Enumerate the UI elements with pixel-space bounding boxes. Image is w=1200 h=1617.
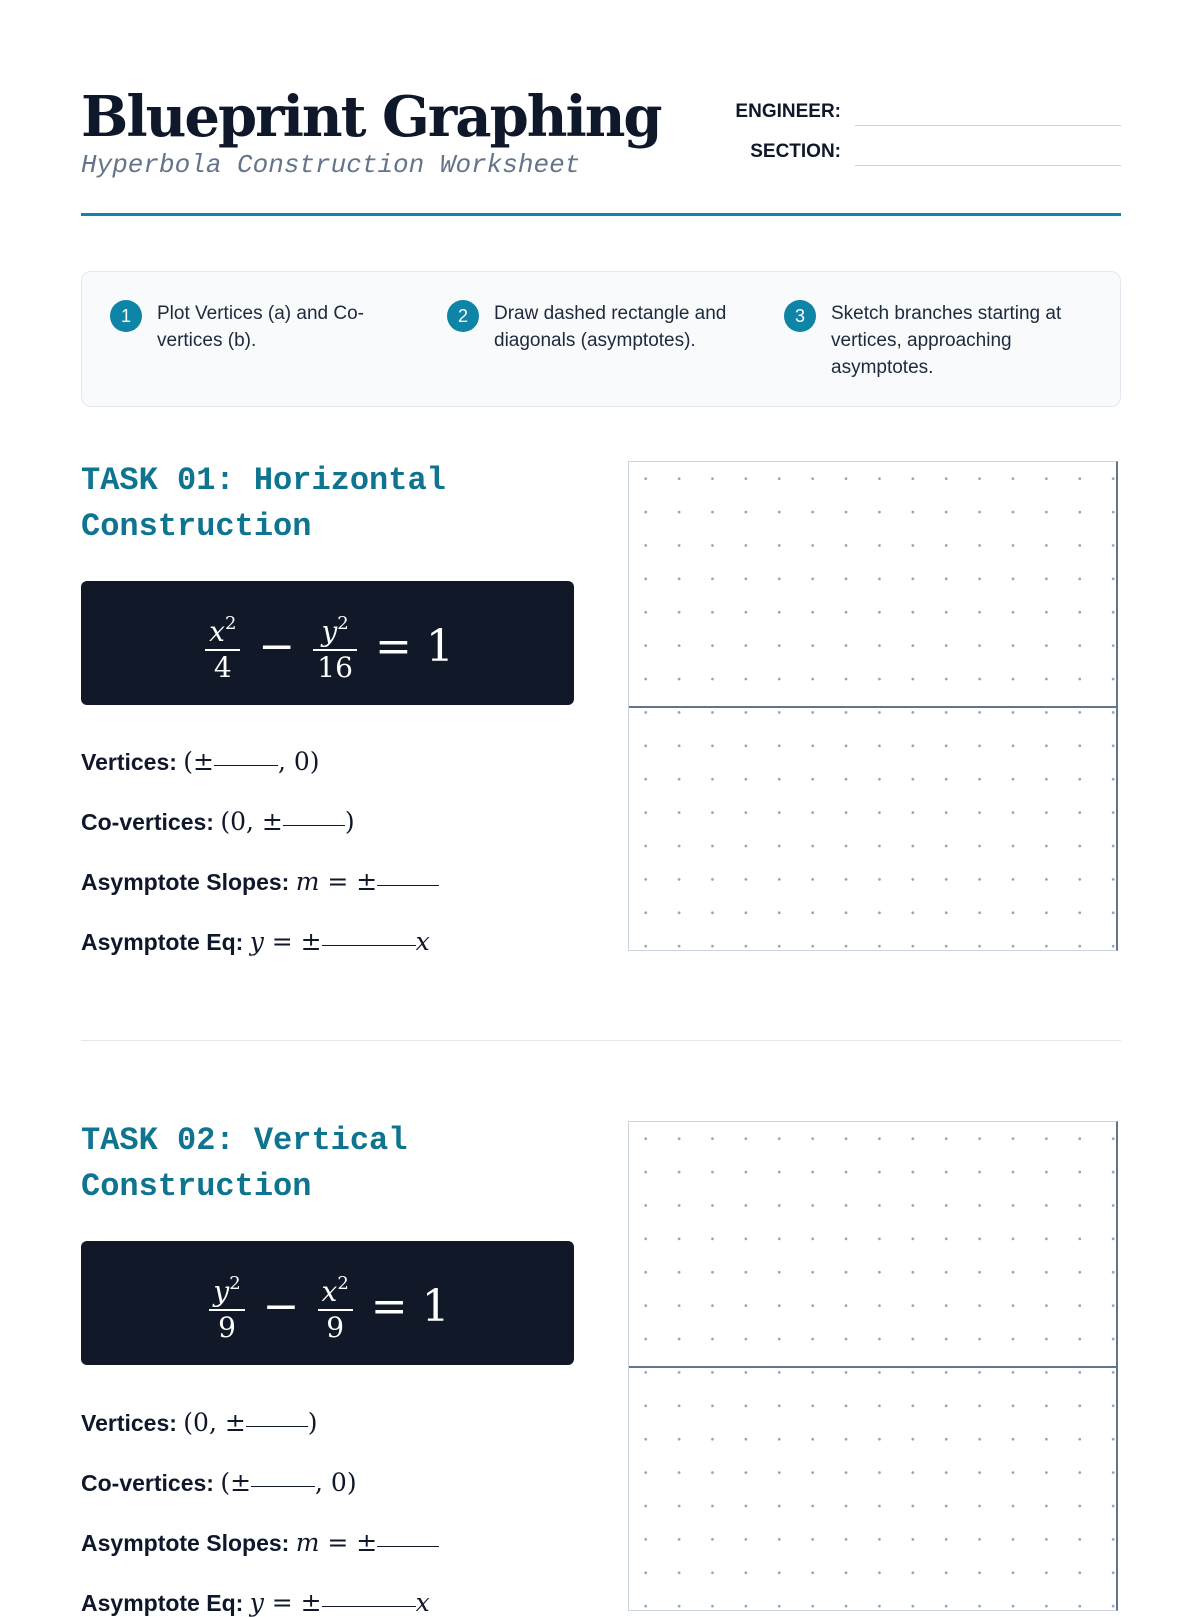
task-2-equation: $\frac{y^2}{9}$ − $\frac{x^2}{9}$ = 1 (81, 1241, 574, 1365)
step-text: Sketch branches starting at vertices, approaching asymptotes. (831, 303, 1062, 378)
asymptote-eq-blank[interactable] (322, 944, 416, 946)
section-row (721, 139, 1121, 169)
task-1-equation: $\frac{x^2}{4}$ − $\frac{y^2}{16}$ = 1 (81, 581, 574, 705)
slopes-blank[interactable] (377, 1545, 439, 1547)
section-divider (81, 1040, 1121, 1041)
step-text: Plot Vertices (a) and Co-vertices (b). (157, 303, 364, 351)
step-number-badge: 1 (110, 300, 142, 332)
task-2-asymptote-eq: Asymptote Eq: y = ± x (81, 1588, 430, 1617)
worksheet-page (81, 0, 1121, 1617)
task-1-graph-grid[interactable] (628, 461, 1118, 951)
task-2-covertices: Co-vertices: (± , 0) (81, 1468, 357, 1497)
slopes-blank[interactable] (377, 884, 439, 886)
page-subtitle: Hyperbola Construction Worksheet (81, 150, 581, 180)
covertices-blank[interactable] (251, 1485, 315, 1487)
task-1-slopes: Asymptote Slopes: m = ± (81, 867, 439, 896)
task-1-covertices: Co-vertices: (0, ± ) (81, 807, 355, 836)
fraction-x: $\frac{x^2}{4}$ (205, 607, 240, 685)
task-1-title: TASK 01: Horizontal Construction (81, 462, 446, 545)
covertices-blank[interactable] (283, 824, 345, 826)
x-axis-line (629, 706, 1116, 708)
section-label: SECTION: (750, 141, 841, 162)
instructions-box (81, 271, 1121, 407)
step-number-badge: 2 (447, 300, 479, 332)
fraction-y: $\frac{y^2}{9}$ (209, 1267, 244, 1345)
header-divider (81, 213, 1121, 216)
vertices-blank[interactable] (246, 1425, 308, 1427)
engineer-label: ENGINEER: (735, 101, 841, 122)
task-1-asymptote-eq: Asymptote Eq: y = ± x (81, 927, 430, 956)
section-field[interactable] (855, 165, 1121, 166)
fraction-x: $\frac{x^2}{9}$ (318, 1267, 353, 1345)
x-axis-line (629, 1366, 1116, 1368)
task-2-slopes: Asymptote Slopes: m = ± (81, 1528, 439, 1557)
task-2-graph-grid[interactable] (628, 1121, 1118, 1611)
page-title: Blueprint Graphing (81, 84, 661, 150)
engineer-field[interactable] (855, 125, 1121, 126)
step-number-badge: 3 (784, 300, 816, 332)
task-2-vertices: Vertices: (0, ± ) (81, 1408, 318, 1437)
task-1-vertices: Vertices: (± , 0) (81, 747, 320, 776)
asymptote-eq-blank[interactable] (322, 1605, 416, 1607)
engineer-row (721, 99, 1121, 129)
step-text: Draw dashed rectangle and diagonals (asymptotes). (494, 303, 727, 351)
vertices-blank[interactable] (214, 764, 278, 766)
task-2-title: TASK 02: Vertical Construction (81, 1122, 408, 1205)
fraction-y: $\frac{y^2}{16}$ (313, 607, 357, 685)
